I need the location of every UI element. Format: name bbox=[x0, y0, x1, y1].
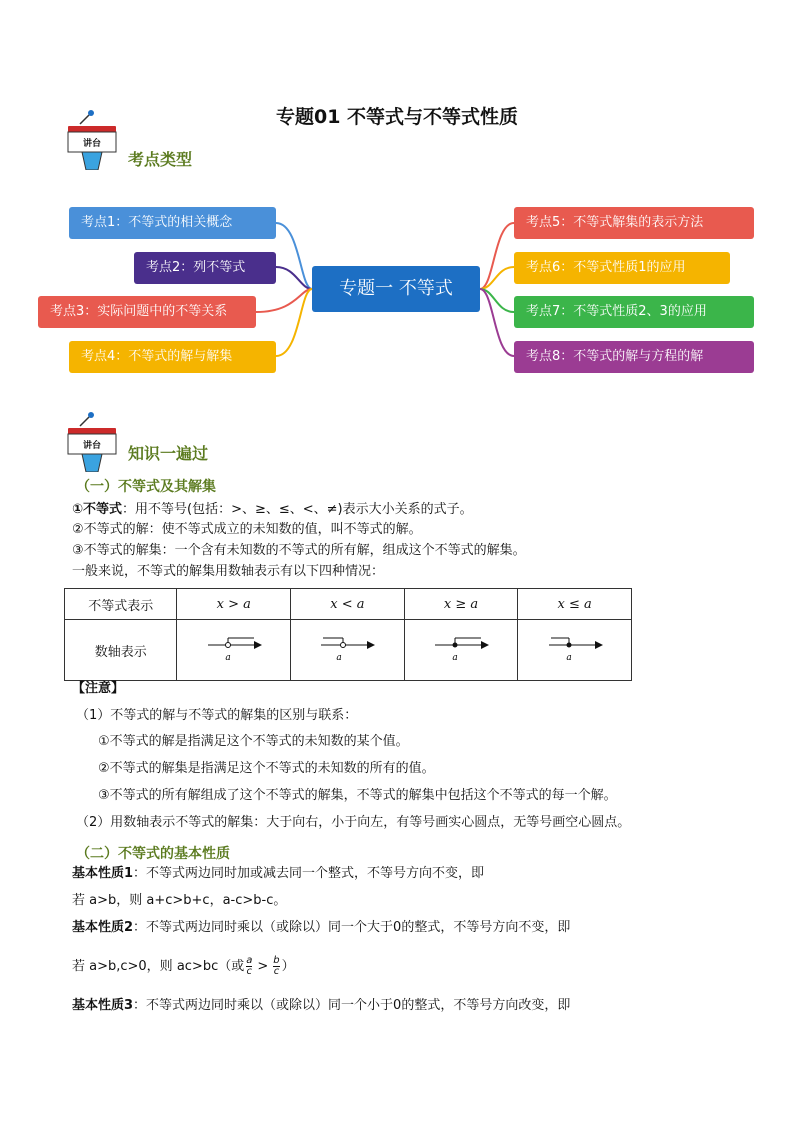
table-col-lt: x < a bbox=[291, 589, 405, 620]
part1-line3: ③不等式的解集：一个含有未知数的不等式的所有解，组成这个不等式的解集。 bbox=[72, 543, 526, 558]
svg-text:a: a bbox=[225, 653, 231, 663]
svg-text:a: a bbox=[336, 653, 343, 663]
svg-text:讲台: 讲台 bbox=[82, 441, 102, 451]
mindmap-node-4: 考点4：不等式的解与解集 bbox=[69, 341, 276, 373]
frac1-den: c bbox=[246, 966, 253, 977]
table-col-ge: x ≥ a bbox=[404, 589, 518, 620]
numberline-lt bbox=[291, 620, 405, 681]
podium-icon bbox=[62, 412, 122, 476]
mindmap-center: 专题一 不等式 bbox=[312, 266, 480, 312]
svg-text:a: a bbox=[452, 653, 458, 663]
mindmap-node-8: 考点8：不等式的解与方程的解 bbox=[514, 341, 754, 373]
note-sub2: ②不等式的解集是指满足这个不等式的未知数的所有的值。 bbox=[98, 761, 435, 776]
term-inequality: ①不等式 bbox=[72, 502, 123, 517]
property2-label: 基本性质2 bbox=[72, 920, 134, 935]
section-title-types: 考点类型 bbox=[128, 150, 193, 169]
mindmap-node-6: 考点6：不等式性质1的应用 bbox=[514, 252, 730, 284]
numberline-le bbox=[518, 620, 632, 681]
section-title-knowledge: 知识一遍过 bbox=[128, 444, 209, 463]
property1-formula: 若 a>b，则 a+c>b+c，a-c>b-c。 bbox=[72, 893, 287, 908]
svg-text:a: a bbox=[565, 653, 572, 663]
page-title: 专题01 不等式与不等式性质 bbox=[275, 106, 519, 128]
note-item1: （1）不等式的解与不等式的解集的区别与联系： bbox=[76, 708, 358, 723]
mindmap-node-7: 考点7：不等式性质2、3的应用 bbox=[514, 296, 754, 328]
table-col-gt: x > a bbox=[177, 589, 291, 620]
property2-formula bbox=[72, 956, 295, 977]
note-sub1: ①不等式的解是指满足这个不等式的未知数的某个值。 bbox=[98, 734, 409, 749]
property1 bbox=[72, 864, 484, 884]
note-item2: （2）用数轴表示不等式的解集：大于向右，小于向左，有等号画实心圆点，无等号画空心圆点。 bbox=[76, 815, 631, 830]
fraction-b-c bbox=[273, 956, 279, 977]
fraction-a-c bbox=[246, 956, 252, 977]
mindmap-node-3: 考点3：实际问题中的不等关系 bbox=[38, 296, 256, 328]
podium-icon bbox=[62, 110, 122, 174]
property1-text: ：不等式两边同时加或减去同一个整式，不等号方向不变，即 bbox=[133, 866, 485, 881]
frac2-num: b bbox=[273, 955, 280, 966]
property2-text: ：不等式两边同时乘以（或除以）同一个大于0的整式，不等号方向不变，即 bbox=[133, 920, 571, 935]
part1-line1 bbox=[72, 500, 473, 520]
property1-label: 基本性质1 bbox=[72, 866, 134, 881]
svg-text:讲台: 讲台 bbox=[82, 139, 102, 149]
table-row-label: 数轴表示 bbox=[65, 620, 177, 681]
table-col-le: x ≤ a bbox=[518, 589, 632, 620]
table-header-label: 不等式表示 bbox=[65, 589, 177, 620]
part1-title: （一）不等式及其解集 bbox=[76, 479, 216, 495]
property3 bbox=[72, 996, 570, 1016]
frac1-num: a bbox=[246, 955, 253, 966]
property2-formula-end: ） bbox=[281, 958, 295, 974]
part1-line1-rest: ：用不等号(包括：>、≥、≤、<、≠)表示大小关系的式子。 bbox=[122, 502, 473, 517]
numberline-table bbox=[64, 588, 632, 681]
note-sub3: ③不等式的所有解组成了这个不等式的解集，不等式的解集中包括这个不等式的每一个解。 bbox=[98, 788, 617, 803]
numberline-gt bbox=[177, 620, 291, 681]
property2-formula-start: 若 a>b,c>0，则 ac>bc（或 bbox=[72, 958, 245, 974]
note-title: 【注意】 bbox=[72, 681, 125, 696]
frac2-den: c bbox=[273, 966, 280, 977]
part2-title: （二）不等式的基本性质 bbox=[76, 846, 230, 862]
numberline-ge bbox=[404, 620, 518, 681]
gt-sign: > bbox=[257, 958, 269, 974]
part1-line4: 一般来说，不等式的解集用数轴表示有以下四种情况： bbox=[72, 564, 385, 579]
part1-line2: ②不等式的解：使不等式成立的未知数的值，叫不等式的解。 bbox=[72, 522, 422, 537]
mindmap-node-1: 考点1：不等式的相关概念 bbox=[69, 207, 276, 239]
property2 bbox=[72, 918, 570, 938]
property3-label: 基本性质3 bbox=[72, 998, 134, 1013]
mindmap-node-2: 考点2：列不等式 bbox=[134, 252, 276, 284]
property3-text: ：不等式两边同时乘以（或除以）同一个小于0的整式，不等号方向改变，即 bbox=[133, 998, 571, 1013]
mindmap-node-5: 考点5：不等式解集的表示方法 bbox=[514, 207, 754, 239]
